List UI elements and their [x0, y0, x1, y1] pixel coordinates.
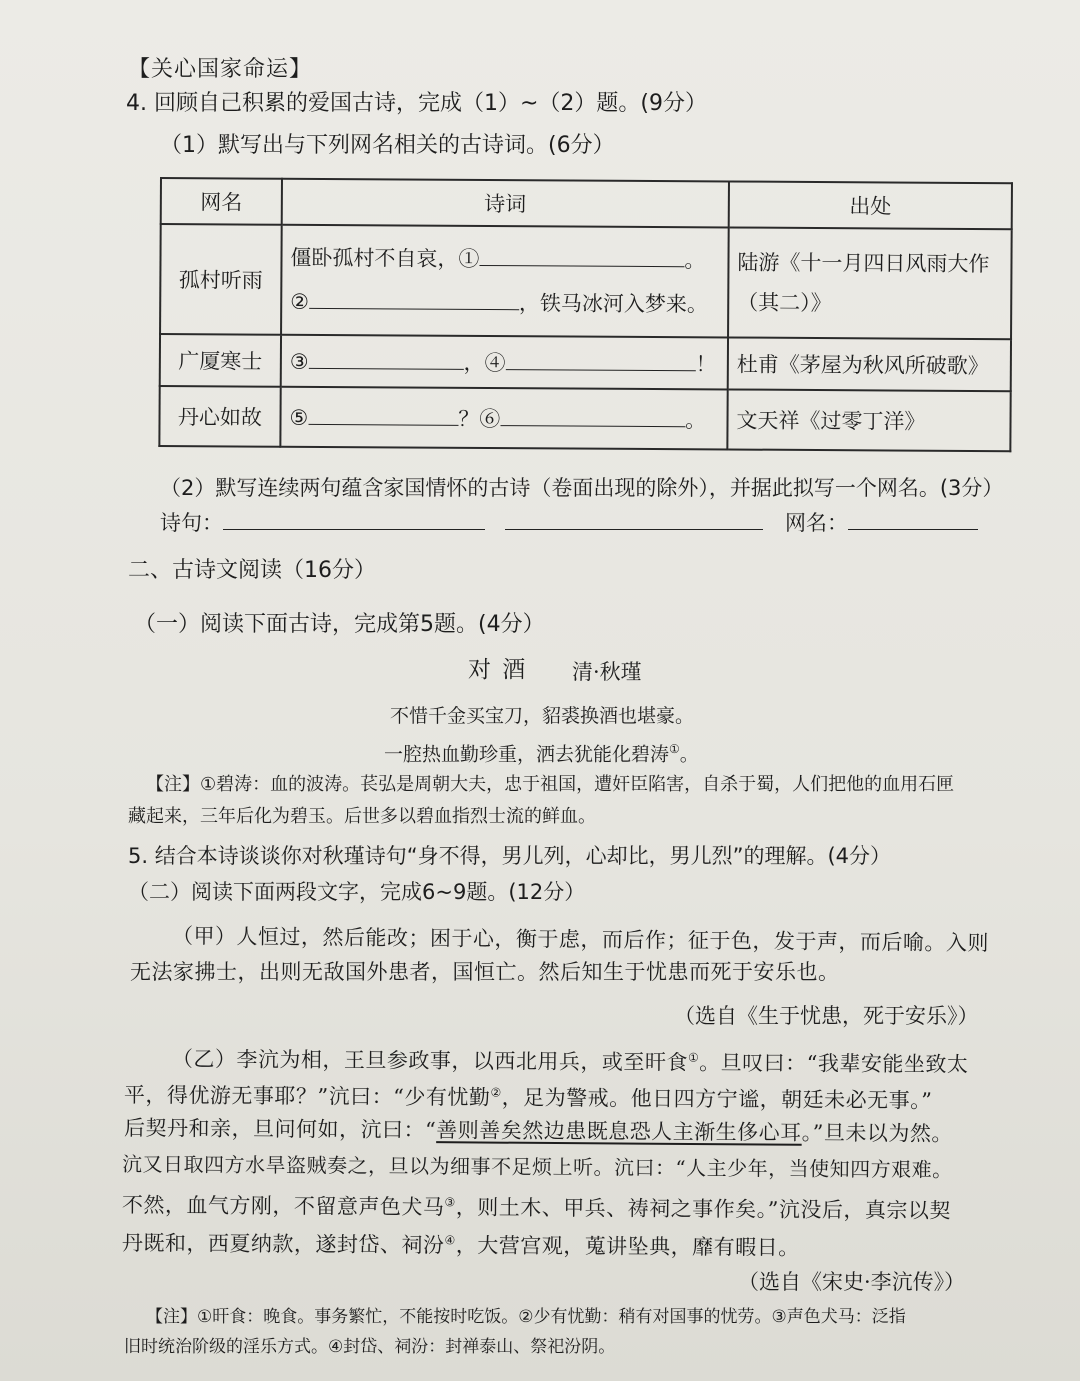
blank-4[interactable]: [506, 347, 696, 371]
poem-note-line-2: 藏起来，三年后化为碧玉。后世多以碧血指烈士流的鲜血。: [128, 806, 596, 827]
yi-line-2b: ，足为警戒。他日四方宁谧，朝廷未必无事。”: [501, 1085, 933, 1113]
name-blank[interactable]: [848, 507, 978, 530]
yi-note-line-1: 【注】①旰食：晚食。事务繁忙，不能按时吃饭。②少有忧勤：稍有对国事的忧劳。③声色犬马：泛指: [146, 1307, 906, 1327]
yi-line-5: [122, 1186, 951, 1225]
poem-author: 清·秋瑾: [572, 660, 642, 684]
yi-mark-1: ①: [687, 1050, 700, 1065]
yi-line-3a: 后契丹和亲，旦问何如，沆曰：“: [123, 1116, 437, 1143]
row1-poem: [281, 225, 729, 338]
row2-source: 杜甫《茅屋为秋风所破歌》: [728, 337, 1011, 391]
yi-line-5b: ，则土木、甲兵、祷祠之事作矣。”沆没后，真宗以契: [455, 1195, 952, 1223]
blank-2[interactable]: [309, 286, 519, 310]
blank-6[interactable]: [500, 403, 685, 427]
blank-3[interactable]: [309, 346, 464, 370]
section-tag: 【关心国家命运】: [128, 57, 313, 82]
part-one-intro: （一）阅读下面古诗，完成第5题。(4分）: [134, 612, 545, 637]
yi-mark-3: ③: [444, 1195, 456, 1210]
yi-line-5a: 不然，血气方刚，不留意声色犬马: [121, 1193, 445, 1220]
q4-part1: （1）默写出与下列网名相关的古诗词。(6分）: [160, 133, 615, 158]
header-name: 网名: [161, 178, 282, 225]
row1-name: 孤村听雨: [160, 224, 282, 335]
blank-1[interactable]: [479, 243, 684, 267]
jia-line-2: 无法家拂士，出则无敌国外患者，国恒亡。然后知生于忧患而死于安乐也。: [130, 960, 840, 984]
table-header-row: [161, 178, 1012, 229]
row2-end: ！: [695, 352, 717, 377]
yi-line-1b: 。旦叹曰：“我辈安能坐致太: [699, 1050, 969, 1077]
section2-title: 二、古诗文阅读（16分）: [128, 558, 376, 583]
table-row: [159, 386, 1010, 451]
poem-line-1: 不惜千金买宝刀，貂裘换酒也堪豪。: [390, 705, 695, 727]
poem-note-mark: ①: [669, 742, 680, 756]
row2-mark-a: ③: [289, 349, 309, 374]
row3-source: 文天祥《过零丁洋》: [727, 389, 1010, 451]
yi-mark-4: ④: [444, 1233, 456, 1248]
part-two-intro: （二）阅读下面两段文字，完成6~9题。(12分）: [128, 880, 586, 904]
yi-line-2: [124, 1076, 933, 1115]
row2-name: 广厦寒士: [160, 334, 281, 387]
table-row: [160, 334, 1011, 391]
row1-line2-suffix: ，铁马冰河入梦来。: [518, 291, 709, 317]
q5-text: 5. 结合本诗谈谈你对秋瑾诗句“身不得，男儿列，心却比，男儿烈”的理解。(4分）: [128, 844, 892, 868]
yi-underlined-sentence: 善则善矣然边患既息恐人主渐生侈心耳: [436, 1118, 802, 1145]
yi-line-1: [172, 1040, 969, 1079]
answer-table: [158, 177, 1013, 452]
row3-end: 。: [685, 408, 707, 433]
row2-poem: [281, 335, 728, 390]
row3-name: 丹心如故: [159, 386, 280, 447]
yi-mark-2: ②: [490, 1085, 502, 1100]
yi-line-3: [124, 1114, 953, 1148]
row1-line1-prefix: 僵卧孤村不自哀，①: [290, 245, 480, 271]
name-label: 网名：: [785, 511, 848, 535]
header-source: 出处: [729, 181, 1012, 229]
jia-line-1: （甲）人恒过，然后能改；困于心，衡于虑，而后作；征于色，发于声，而后喻。入则: [171, 924, 990, 956]
yi-source: （选自《宋史·李沆传》）: [738, 1270, 966, 1294]
yi-note-line-2: 旧时统治阶级的淫乐方式。④封岱、祠汾：封禅泰山、祭祀汾阴。: [124, 1337, 616, 1357]
header-poem: 诗词: [282, 179, 729, 228]
blank-5[interactable]: [308, 402, 458, 426]
poem-title: 对 酒: [468, 657, 528, 683]
row3-poem: [280, 387, 727, 450]
poem-answer-line: [160, 507, 978, 537]
yi-line-4: 沆又日取四方水旱盗贼奏之，旦以为细事不足烦上听。沆曰：“人主少年，当使知四方艰难。: [121, 1152, 953, 1182]
row1-source: 陆游《十一月四日风雨大作（其二）》: [728, 227, 1012, 339]
row3-sep: ？⑥: [458, 406, 501, 432]
q4-stem: 4. 回顾自己积累的爱国古诗，完成（1）~（2）题。(9分）: [126, 91, 707, 116]
poem-line-2-end: 。: [679, 743, 699, 766]
poem-blank-1[interactable]: [223, 507, 485, 530]
poem-blank-2[interactable]: [505, 507, 763, 530]
row1-line2-prefix: ②: [290, 289, 310, 314]
q4-part2: （2）默写连续两句蕴含家国情怀的古诗（卷面出现的除外），并据此拟写一个网名。(3分）: [160, 476, 1004, 500]
row3-mark-a: ⑤: [289, 405, 309, 430]
yi-line-6a: 丹既和，西夏纳款，遂封岱、祠汾: [121, 1231, 445, 1258]
poem-line-2: [384, 735, 699, 768]
jia-source: （选自《生于忧患，死于安乐》）: [674, 1004, 979, 1028]
row2-sep: ，④: [463, 350, 506, 376]
table-row: [160, 224, 1012, 339]
yi-line-3b: 。”旦未以为然。: [801, 1120, 954, 1146]
row1-line1-suffix: 。: [684, 248, 706, 273]
yi-line-6b: ，大营宫观，蒐讲坠典，靡有暇日。: [455, 1233, 800, 1260]
yi-line-6: [122, 1224, 800, 1262]
yi-line-2a: 平，得优游无事耶？”沆曰：“少有忧勤: [123, 1083, 491, 1110]
poem-label: 诗句：: [160, 511, 223, 535]
poem-line-2-text: 一腔热血勤珍重，洒去犹能化碧涛: [384, 743, 670, 766]
yi-line-1a: （乙）李沆为相，王旦参政事，以西北用兵，或至旰食: [171, 1047, 689, 1075]
poem-note-line-1: 【注】①碧涛：血的波涛。苌弘是周朝大夫，忠于祖国，遭奸臣陷害，自杀于蜀，人们把他的血用石匣: [146, 774, 955, 795]
